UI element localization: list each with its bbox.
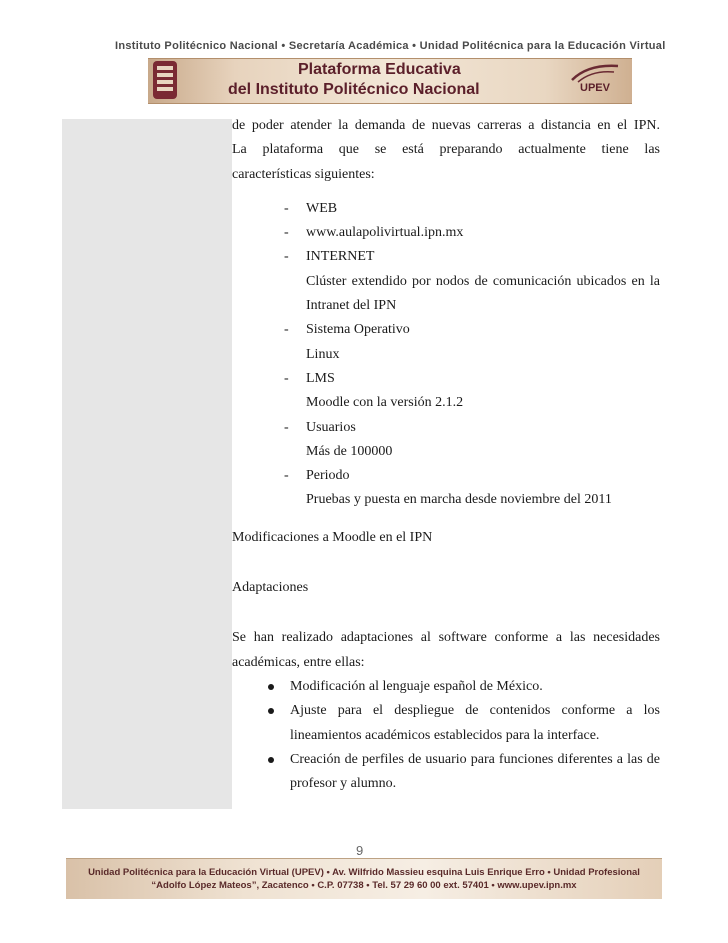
list-item: [232, 675, 660, 699]
dash-bullet: -: [284, 419, 289, 435]
dash-bullet: -: [284, 468, 289, 484]
feature-label: Usuarios: [306, 419, 356, 435]
feature-label: www.aulapolivirtual.ipn.mx: [306, 225, 464, 241]
intro-line: de poder atender la demanda de nuevas carreras a distancia en el IPN.: [232, 118, 660, 133]
bullet-dot-icon: [268, 684, 274, 690]
bullet-dot-icon: [268, 757, 274, 763]
dash-bullet: -: [284, 370, 289, 386]
footer-address-line1: Unidad Politécnica para la Educación Virtual (UPEV) • Av. Wilfrido Massieu esquina Luis Enrique Erro • Unidad Profesional: [88, 867, 640, 878]
feature-detail: Clúster extendido por nodos de comunicación ubicados en la Intranet del IPN: [306, 273, 660, 314]
adaptation-text: Modificación al lenguaje español de México.: [290, 678, 543, 694]
list-item: [232, 367, 660, 416]
page-number: 9: [356, 843, 364, 858]
upev-logo: [568, 62, 622, 100]
footer-banner: [66, 858, 662, 899]
feature-label: LMS: [306, 370, 335, 386]
features-list: [232, 197, 660, 513]
list-item: [232, 245, 660, 318]
adaptations-intro: Se han realizado adaptaciones al software conforme a las necesidades académicas, entre ellas:: [232, 630, 660, 670]
adaptations-list: [232, 675, 660, 796]
list-item: [232, 197, 660, 221]
feature-detail: Más de 100000: [306, 443, 393, 459]
upev-logo-text: UPEV: [580, 82, 610, 94]
section-heading: Adaptaciones: [232, 580, 309, 596]
list-item: [232, 416, 660, 465]
bullet-dot-icon: [268, 708, 274, 714]
list-item: [232, 699, 660, 748]
ipn-logo-icon: [150, 58, 180, 102]
dash-bullet: -: [284, 200, 289, 216]
platform-banner: [148, 58, 632, 104]
dash-bullet: -: [284, 322, 289, 338]
adaptation-text: Creación de perfiles de usuario para funciones diferentes a las de profesor y alumno.: [290, 751, 660, 792]
list-item: [232, 221, 660, 245]
feature-label: Sistema Operativo: [306, 322, 410, 338]
list-item: [232, 748, 660, 797]
upev-swoosh-icon: [568, 62, 622, 84]
left-margin-panel: [62, 119, 232, 809]
feature-detail: Moodle con la versión 2.1.2: [306, 395, 464, 411]
intro-line: características siguientes:: [232, 166, 375, 182]
dash-bullet: -: [284, 249, 289, 265]
feature-detail: Pruebas y puesta en marcha desde noviembre del 2011: [306, 492, 612, 508]
list-item: [232, 464, 660, 513]
institution-header-line: Instituto Politécnico Nacional • Secretaría Académica • Unidad Politécnica para la Educación Virtual: [115, 40, 666, 52]
feature-label: Periodo: [306, 468, 350, 484]
adaptation-text: Ajuste para el despliegue de contenidos conforme a los lineamientos académicos establecidos para la interface.: [290, 703, 660, 743]
document-body: [232, 114, 660, 796]
list-item: [232, 318, 660, 367]
intro-line: La plataforma que se está preparando actualmente tiene las: [232, 142, 660, 158]
footer-address-line2: “Adolfo López Mateos”, Zacatenco • C.P. 07738 • Tel. 57 29 60 00 ext. 57401 • www.upev.ipn.mx: [151, 880, 577, 891]
banner-title-line1: Plataforma Educativa: [298, 61, 461, 78]
feature-label: INTERNET: [306, 249, 375, 265]
feature-detail: Linux: [306, 346, 340, 362]
banner-title-line2: del Instituto Politécnico Nacional: [228, 81, 480, 98]
dash-bullet: -: [284, 225, 289, 241]
feature-label: WEB: [306, 200, 338, 216]
section-heading: Modificaciones a Moodle en el IPN: [232, 529, 433, 545]
